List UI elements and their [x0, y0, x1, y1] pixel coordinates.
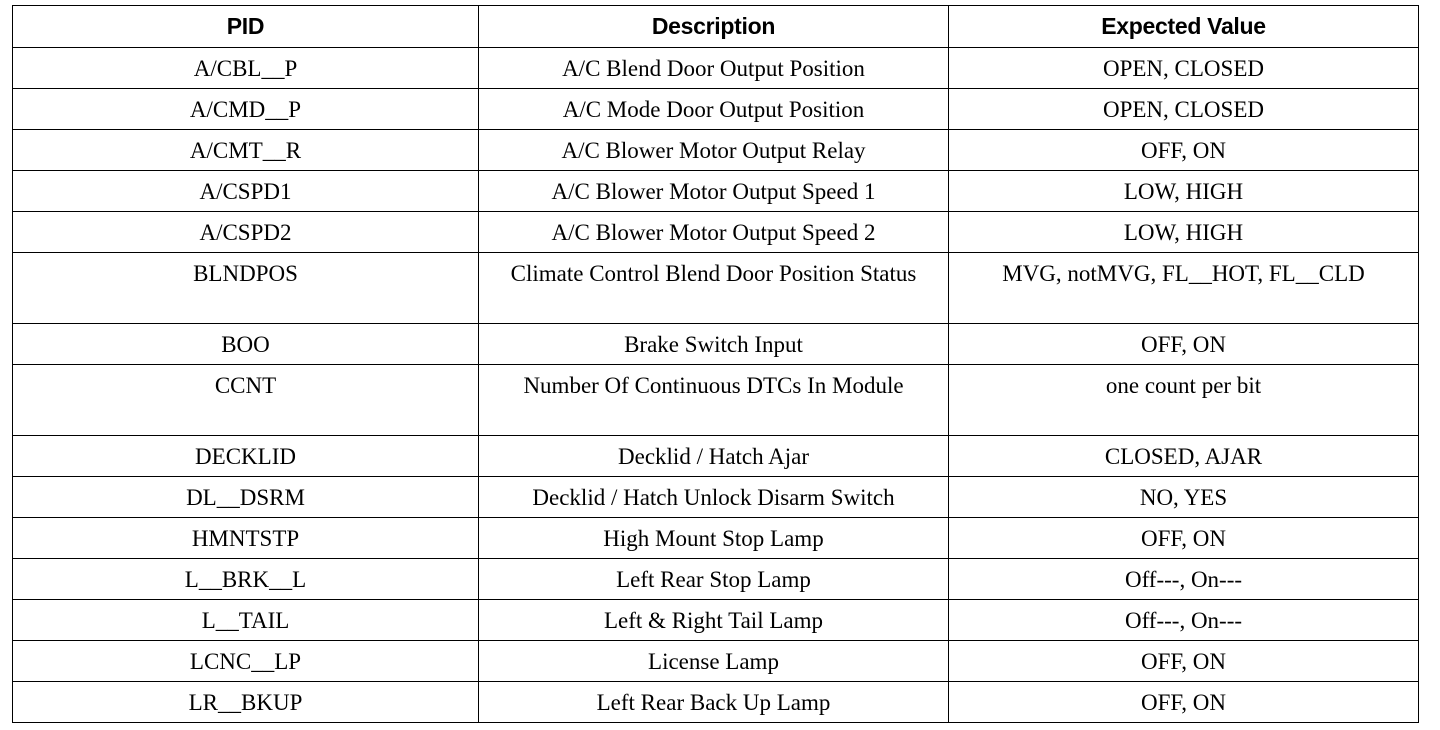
- description-cell: Left Rear Back Up Lamp: [479, 682, 949, 723]
- pid-cell: DL__DSRM: [13, 477, 479, 518]
- pid-cell: DECKLID: [13, 436, 479, 477]
- table-row: [13, 518, 1419, 559]
- pid-cell: A/CBL__P: [13, 48, 479, 89]
- pid-cell: L__TAIL: [13, 600, 479, 641]
- description-cell: A/C Blend Door Output Position: [479, 48, 949, 89]
- description-cell: Decklid / Hatch Unlock Disarm Switch: [479, 477, 949, 518]
- description-cell: Left & Right Tail Lamp: [479, 600, 949, 641]
- table-body: [13, 48, 1419, 723]
- table-row: [13, 89, 1419, 130]
- table-row: [13, 682, 1419, 723]
- expected-value-cell: OFF, ON: [949, 682, 1419, 723]
- description-cell: A/C Blower Motor Output Speed 1: [479, 171, 949, 212]
- pid-cell: BOO: [13, 324, 479, 365]
- table-row: [13, 641, 1419, 682]
- table-row: [13, 365, 1419, 436]
- table-row: [13, 436, 1419, 477]
- pid-table: [12, 5, 1419, 723]
- description-cell: Number Of Continuous DTCs In Module: [479, 365, 949, 436]
- header-pid: PID: [13, 6, 479, 48]
- expected-value-cell: Off---, On---: [949, 559, 1419, 600]
- header-description: Description: [479, 6, 949, 48]
- expected-value-cell: LOW, HIGH: [949, 171, 1419, 212]
- description-cell: High Mount Stop Lamp: [479, 518, 949, 559]
- table-row: [13, 559, 1419, 600]
- description-cell: License Lamp: [479, 641, 949, 682]
- pid-cell: L__BRK__L: [13, 559, 479, 600]
- description-cell: Left Rear Stop Lamp: [479, 559, 949, 600]
- expected-value-cell: Off---, On---: [949, 600, 1419, 641]
- pid-cell: CCNT: [13, 365, 479, 436]
- header-expected-value: Expected Value: [949, 6, 1419, 48]
- expected-value-cell: OPEN, CLOSED: [949, 48, 1419, 89]
- description-cell: A/C Blower Motor Output Speed 2: [479, 212, 949, 253]
- expected-value-cell: OFF, ON: [949, 641, 1419, 682]
- pid-cell: BLNDPOS: [13, 253, 479, 324]
- pid-cell: HMNTSTP: [13, 518, 479, 559]
- table-row: [13, 324, 1419, 365]
- description-cell: Climate Control Blend Door Position Status: [479, 253, 949, 324]
- table-row: [13, 600, 1419, 641]
- header-row: [13, 6, 1419, 48]
- table-row: [13, 253, 1419, 324]
- expected-value-cell: OFF, ON: [949, 130, 1419, 171]
- table-row: [13, 477, 1419, 518]
- expected-value-cell: one count per bit: [949, 365, 1419, 436]
- expected-value-cell: LOW, HIGH: [949, 212, 1419, 253]
- description-cell: A/C Mode Door Output Position: [479, 89, 949, 130]
- expected-value-cell: MVG, notMVG, FL__HOT, FL__CLD: [949, 253, 1419, 324]
- table-header: [13, 6, 1419, 48]
- expected-value-cell: OPEN, CLOSED: [949, 89, 1419, 130]
- expected-value-cell: OFF, ON: [949, 518, 1419, 559]
- expected-value-cell: NO, YES: [949, 477, 1419, 518]
- description-cell: Decklid / Hatch Ajar: [479, 436, 949, 477]
- pid-cell: LR__BKUP: [13, 682, 479, 723]
- table-row: [13, 212, 1419, 253]
- pid-cell: A/CSPD2: [13, 212, 479, 253]
- table-row: [13, 48, 1419, 89]
- expected-value-cell: OFF, ON: [949, 324, 1419, 365]
- description-cell: A/C Blower Motor Output Relay: [479, 130, 949, 171]
- pid-cell: LCNC__LP: [13, 641, 479, 682]
- table-row: [13, 171, 1419, 212]
- pid-cell: A/CMT__R: [13, 130, 479, 171]
- pid-cell: A/CSPD1: [13, 171, 479, 212]
- pid-cell: A/CMD__P: [13, 89, 479, 130]
- expected-value-cell: CLOSED, AJAR: [949, 436, 1419, 477]
- table-row: [13, 130, 1419, 171]
- description-cell: Brake Switch Input: [479, 324, 949, 365]
